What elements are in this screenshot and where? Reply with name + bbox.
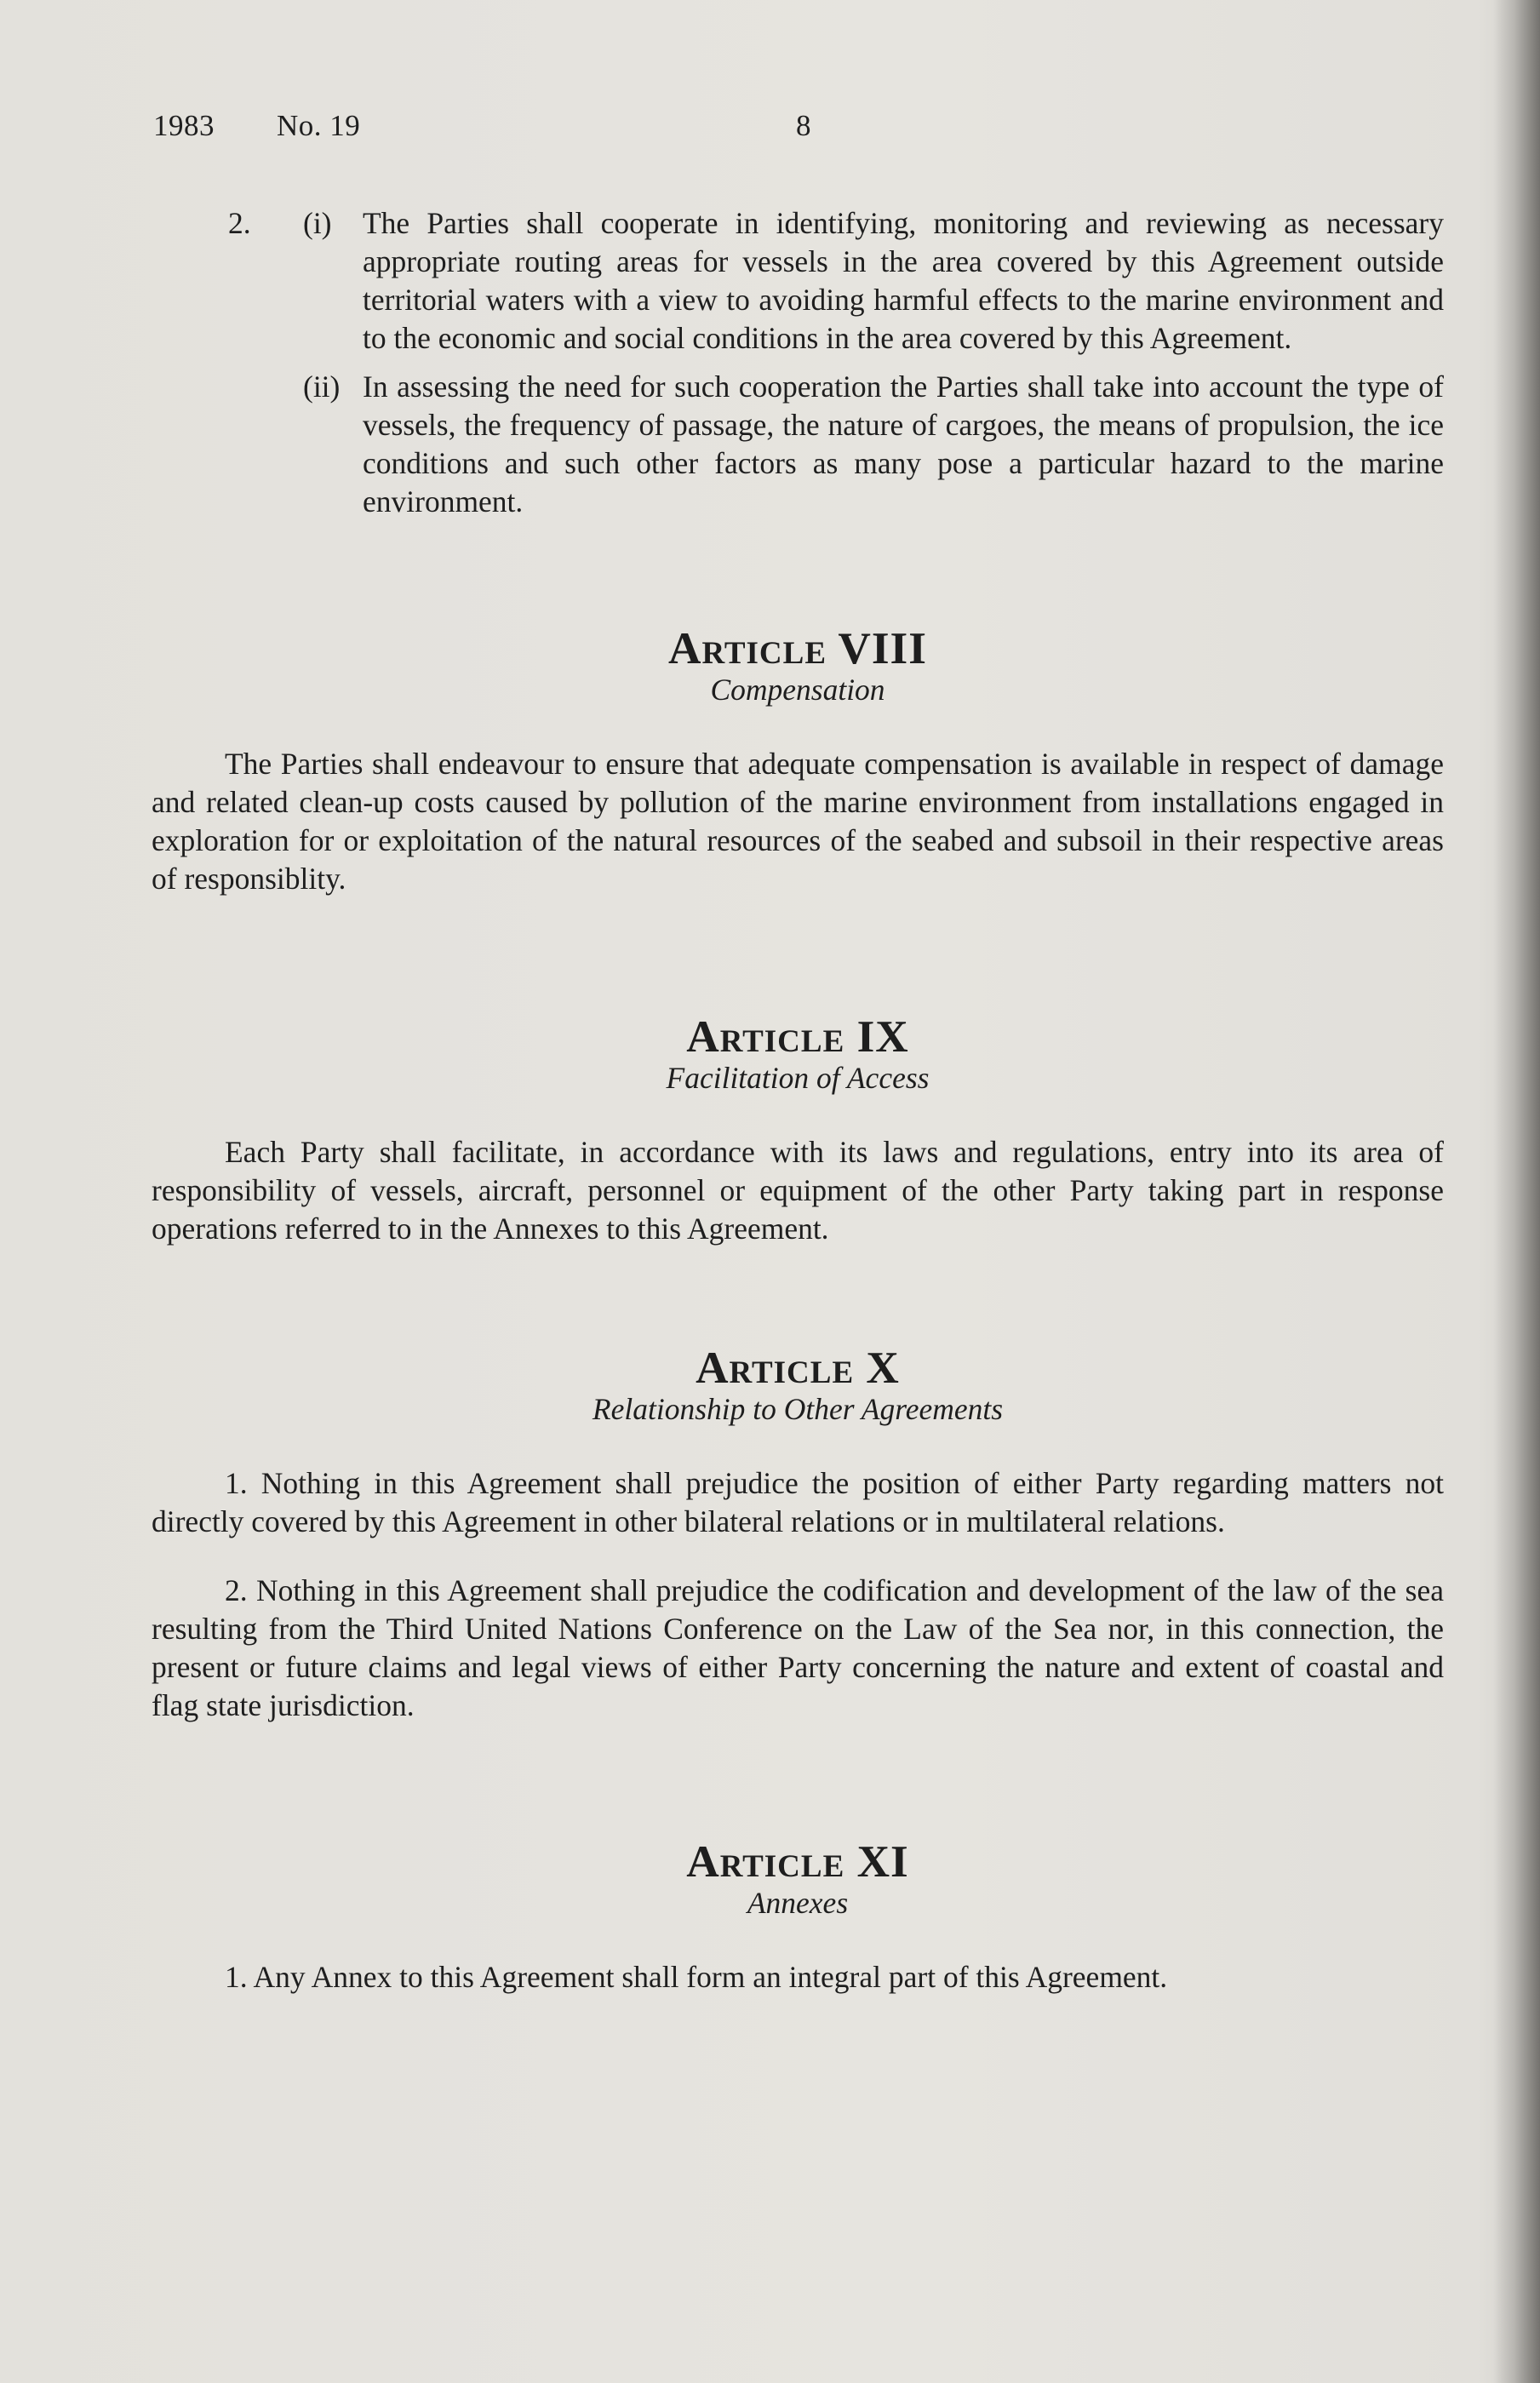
article-paragraph: 2. Nothing in this Agreement shall prejudice the codification and development of the law of the sea resulting from the Third United Nations Conference on the Law of the Sea nor, in this connection, the present or future claims and legal views of either Party concerning the nature and extent of coastal and flag state jurisdiction.	[152, 1573, 1444, 1722]
article-x	[152, 1343, 1444, 1725]
document-body	[152, 204, 1444, 1996]
header-year: 1983	[153, 109, 215, 142]
article-subtitle: Annexes	[747, 1886, 849, 1920]
subsection-i	[152, 204, 1444, 358]
article-paragraph: Each Party shall facilitate, in accordance with its laws and regulations, entry into its area of responsibility of vessels, aircraft, personnel or equipment of the other Party taking part in response operations referred to in the Annexes to this Agreement.	[152, 1135, 1444, 1246]
header-number: No. 19	[277, 109, 361, 142]
article-title: Article XI	[686, 1836, 909, 1887]
page-binding-shadow	[1493, 0, 1540, 2383]
subsection-marker: (ii)	[303, 369, 341, 404]
section-2	[152, 204, 1444, 521]
article-subtitle: Compensation	[710, 673, 885, 707]
article-ix	[152, 1011, 1444, 1248]
article-title: Article X	[696, 1343, 900, 1393]
article-paragraph: 1. Nothing in this Agreement shall prejudice the position of either Party regarding matters not directly covered by this Agreement in other bilateral relations or in multilateral relations.	[152, 1466, 1444, 1538]
subsection-text: In assessing the need for such cooperation the Parties shall take into account the type of vessels, the frequency of passage, the nature of cargoes, the means of propulsion, the ice conditions and such other factors as many pose a particular hazard to the marine environment.	[363, 369, 1444, 518]
article-viii	[152, 623, 1444, 898]
article-xi	[152, 1836, 1444, 1996]
page-number: 8	[796, 109, 811, 142]
subsection-ii	[152, 368, 1444, 521]
article-subtitle: Facilitation of Access	[666, 1061, 930, 1095]
article-title: Article IX	[686, 1011, 909, 1062]
section-number: 2.	[228, 206, 251, 240]
article-paragraph: 1. Any Annex to this Agreement shall form an integral part of this Agreement.	[225, 1960, 1168, 1994]
article-subtitle: Relationship to Other Agreements	[592, 1392, 1004, 1426]
article-paragraph: The Parties shall endeavour to ensure that adequate compensation is available in respect of damage and related clean-up costs caused by pollution of the marine environment from installations engaged in exploration for or exploitation of the natural resources of the seabed and subsoil in their respective areas of responsiblity.	[152, 747, 1444, 896]
subsection-marker: (i)	[303, 206, 332, 240]
subsection-text: The Parties shall cooperate in identifying, monitoring and reviewing as necessary appropriate routing areas for vessels in the area covered by this Agreement outside territorial waters with a view to avoiding harmful effects to the marine environment and to the economic and social conditions in the area covered by this Agreement.	[363, 206, 1444, 355]
article-title: Article VIII	[667, 623, 927, 673]
